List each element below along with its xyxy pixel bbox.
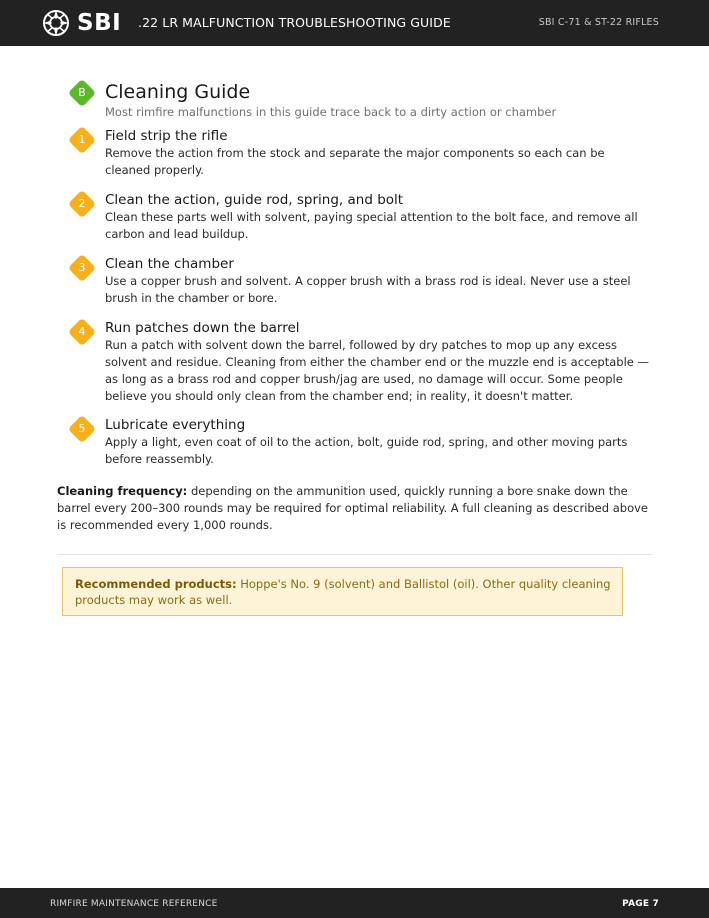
- guide-subtitle: Most rimfire malfunctions in this guide trace back to a dirty action or chamber: [105, 105, 557, 119]
- logo-text: SBI: [77, 10, 122, 36]
- step-number: 2: [78, 197, 86, 210]
- step-title: Field strip the rifle: [105, 128, 228, 144]
- step-description: Run a patch with solvent down the barrel, followed by dry patches to mop up any excess solvent and residue. Cleaning from either the chamber end or the muzzle end is acceptable — as long as a brass rod and copper brush/jag are used, no damage will occur. Some people believe you should only clean from the chamber end; in reality, it doesn't matter.: [105, 338, 649, 403]
- callout-body: Hoppe's No. 9 (solvent) and Ballistol (oil). Other quality cleaning products may work as well.: [75, 577, 611, 607]
- step-title: Run patches down the barrel: [105, 320, 300, 336]
- step-description: Remove the action from the stock and separate the major components so each can be cleaned properly.: [105, 146, 605, 177]
- header-bar: [0, 0, 709, 46]
- step-description: Apply a light, even coat of oil to the action, bolt, guide rod, spring, and other moving parts before reassembly.: [105, 435, 628, 466]
- callout-label: Recommended products:: [75, 577, 237, 591]
- step-number: 3: [78, 261, 86, 274]
- product-label: SBI C-71 & ST-22 RIFLES: [538, 17, 659, 28]
- step-description: Use a copper brush and solvent. A copper brush with a brass rod is ideal. Never use a steel brush in the chamber or bore.: [105, 274, 631, 305]
- step-number: 4: [78, 325, 86, 338]
- guide-title: Cleaning Guide: [105, 81, 251, 103]
- section-divider: [57, 554, 652, 555]
- step-description: Clean these parts well with solvent, paying special attention to the bolt face, and remove all carbon and lead buildup.: [105, 210, 638, 241]
- document-title: .22 LR MALFUNCTION TROUBLESHOOTING GUIDE: [138, 15, 451, 30]
- recommended-products-callout: [62, 567, 623, 616]
- frequency-text: depending on the ammunition used, quickly running a bore snake down the barrel every 200–300 rounds may be required for optimal reliability. A full cleaning as described above is recommended every 1,000 rounds.: [57, 484, 648, 532]
- step-title: Lubricate everything: [105, 417, 246, 433]
- callout-text: [75, 576, 620, 608]
- page-number: PAGE 7: [622, 899, 659, 909]
- cleaning-frequency-note: [57, 483, 657, 534]
- guide-marker-label: B: [78, 86, 86, 99]
- step-number: 1: [78, 133, 86, 146]
- step-title: Clean the chamber: [105, 256, 234, 272]
- step-title: Clean the action, guide rod, spring, and bolt: [105, 192, 404, 208]
- footer-bar: [0, 888, 709, 918]
- footer-section-label: RIMFIRE MAINTENANCE REFERENCE: [50, 899, 218, 909]
- step-number: 5: [78, 422, 86, 435]
- crosshair-logo-icon: [42, 9, 70, 37]
- frequency-label: Cleaning frequency:: [57, 484, 188, 498]
